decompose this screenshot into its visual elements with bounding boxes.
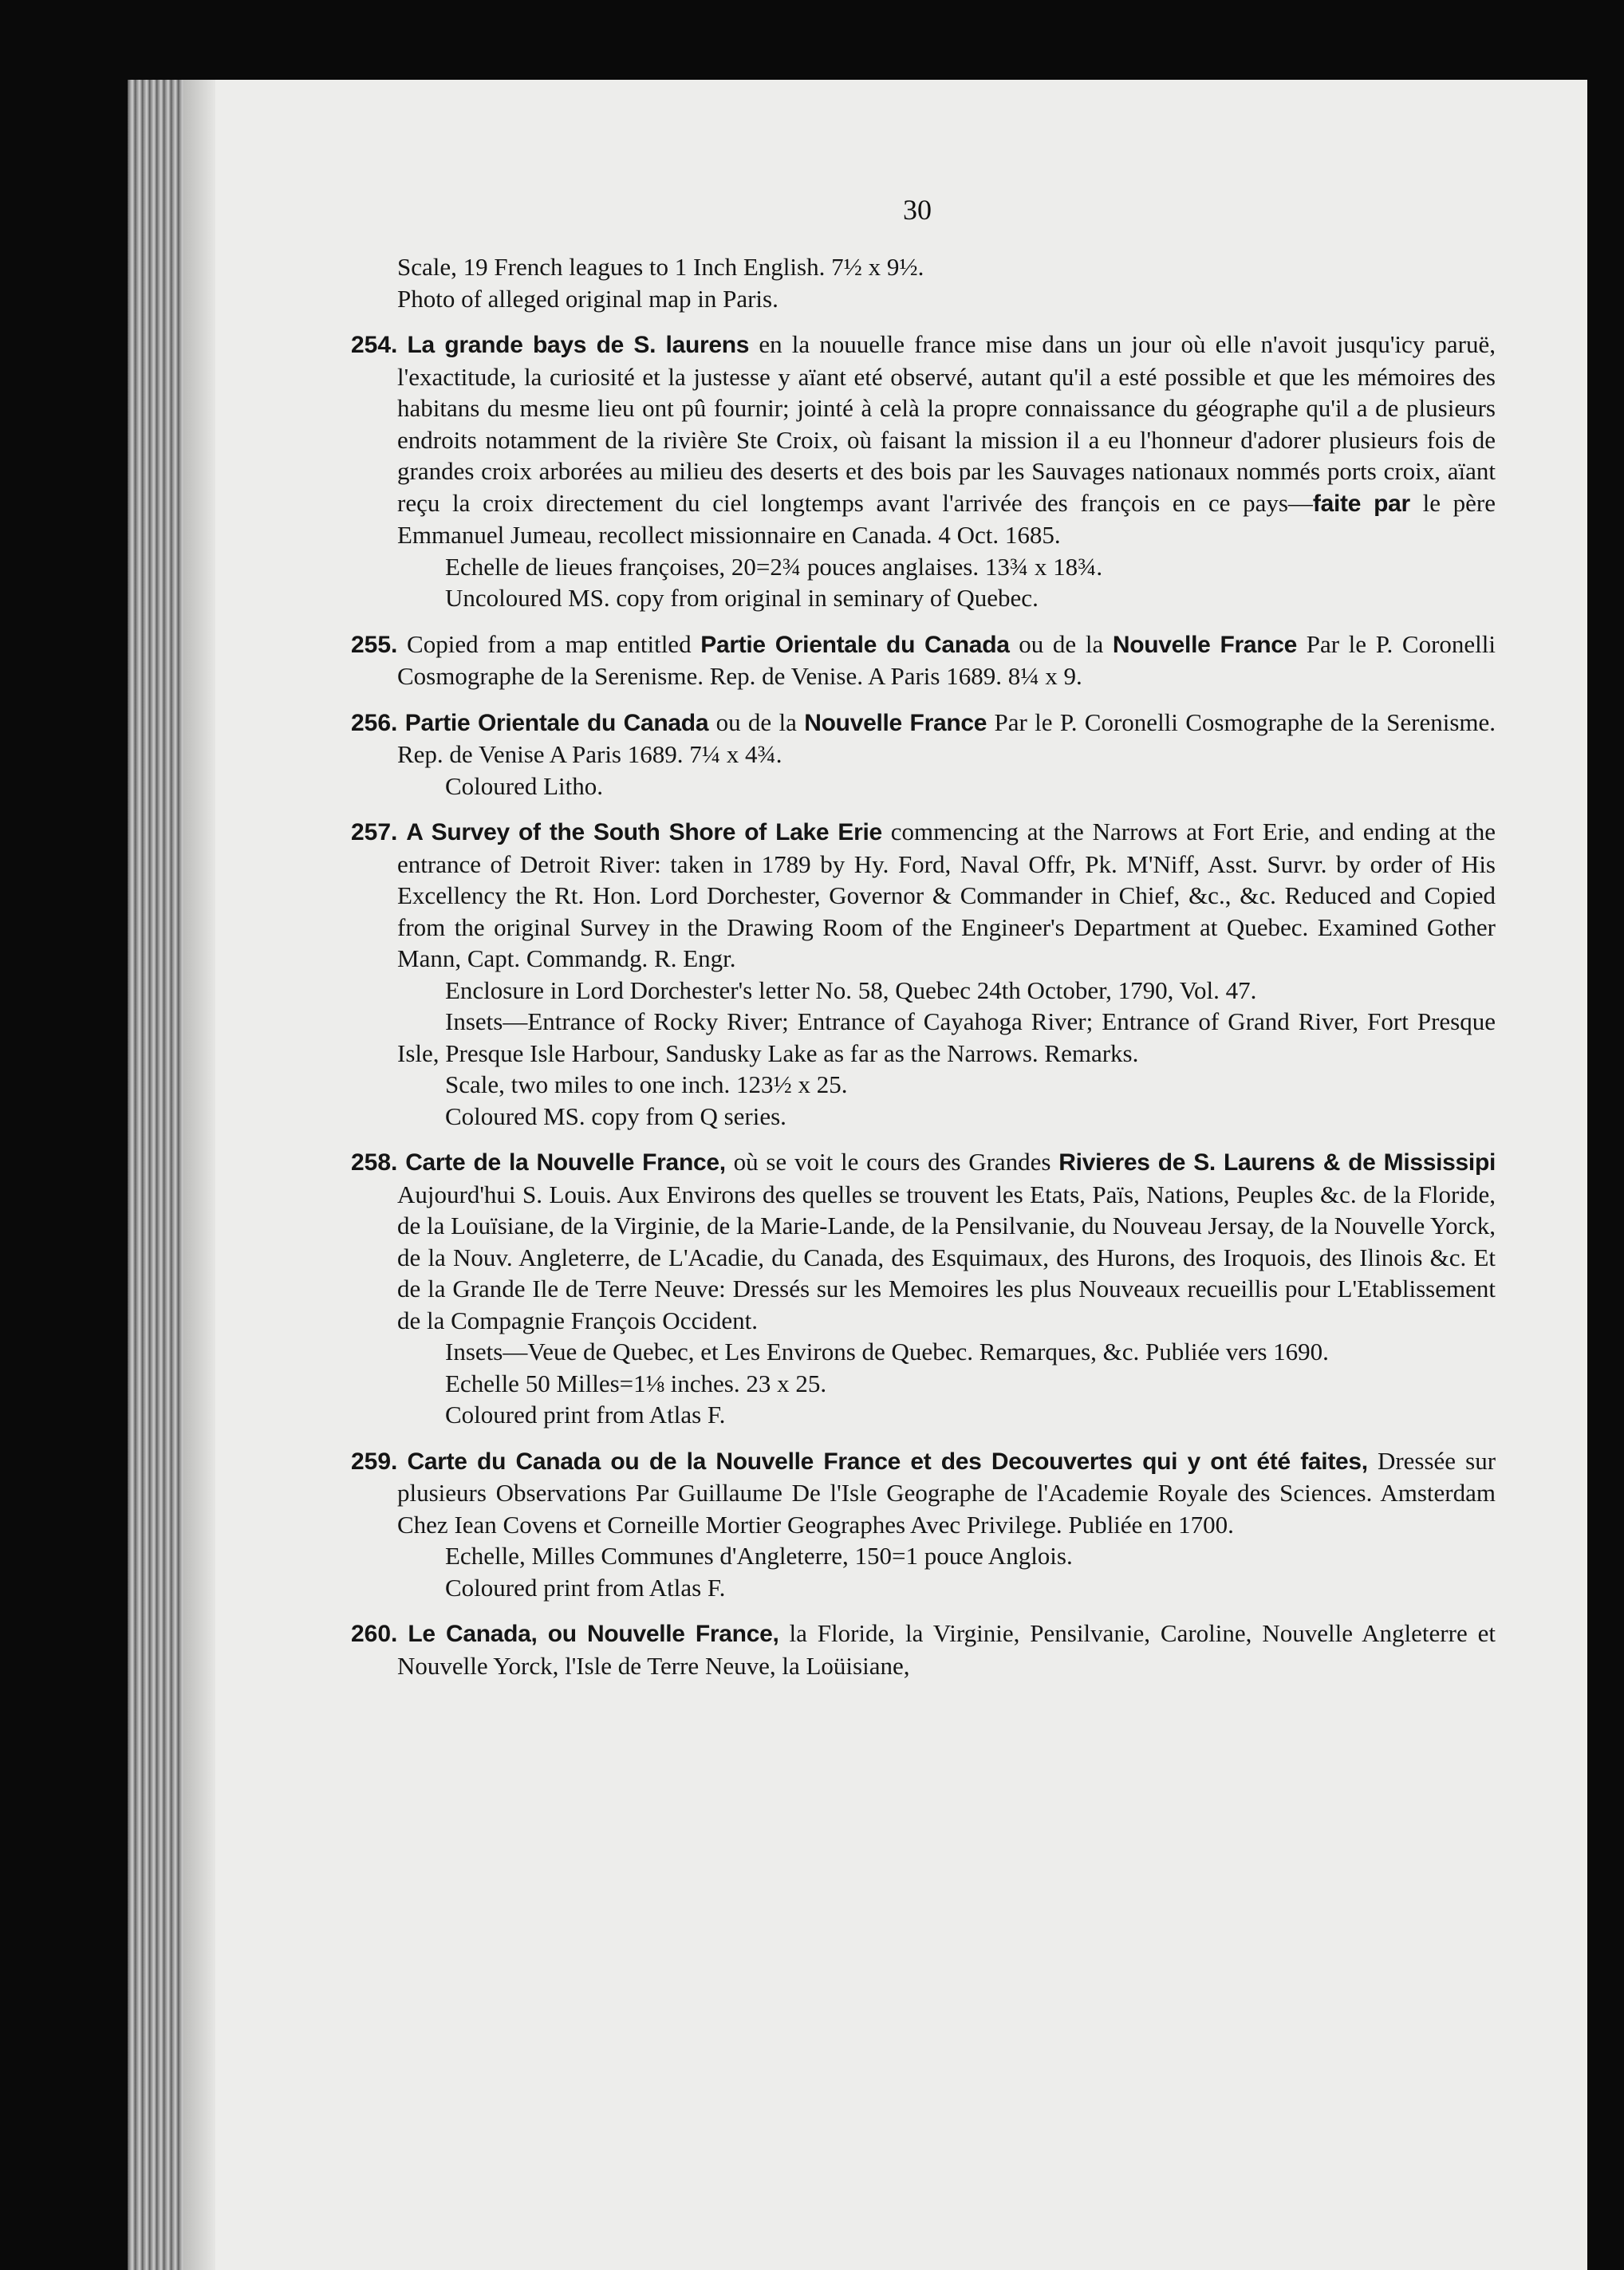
entry-number: 256. [351,709,398,736]
entry-number: 257. [351,819,398,845]
catalogue-text [351,251,1496,1696]
entry-format: Uncoloured MS. copy from original in seminary of Quebec. [445,584,1039,612]
entry-author-phrase: faite par [1312,490,1410,517]
entry-scale: Scale, two miles to one inch. 123½ x 25. [445,1070,848,1098]
catalogue-entry-257 [351,816,1496,1132]
catalogue-entry-255 [351,629,1496,692]
entry-insets: Insets—Veue de Quebec, et Les Environs de Quebec. Remarques, &c. Publiée vers 1690. [445,1338,1329,1366]
entry-title: Partie Orientale du Canada [404,709,709,736]
entry-scale: Echelle 50 Milles=1⅛ inches. 23 x 25. [445,1369,827,1397]
entry-description: Par le P. Coronelli Cosmographe de la Serenisme. Rep. de Venise. A Paris 1689. 8¼ x 9. [397,629,1496,690]
entry-connector: où se voit le cours des Grandes [733,1148,1051,1176]
entry-prefix: Copied from a map entitled [407,629,692,658]
entry-scale: Echelle de lieues françoises, 20=2¾ pouces anglaises. 13¾ x 18¾. [445,552,1103,581]
scale-line: Scale, 19 French leagues to 1 Inch English. 7½ x 9½. [397,253,924,281]
catalogue-entry-254 [351,329,1496,614]
entry-connector: ou de la [1019,629,1104,658]
entry-title: La grande bays de S. laurens [407,332,750,358]
catalogue-entry-256 [351,707,1496,802]
entry-number: 255. [351,631,398,658]
entry-description: commencing at the Narrows at Fort Erie, and ending at the entrance of Detroit River: taken in 1789 by Hy. Ford, Naval Offr, Pk. M'Niff, Asst. Survr. by order of His Excellency the Rt. Hon. Lord Dorchester, Governor & Commander in Chief, &c., &c. Reduced and Copied from the original Survey in the Drawing Room of the Engineer's Department at Quebec. Examined Gother Mann, Capt. Commandg. R. Engr. [397,818,1496,972]
entry-description: la Floride, la Virginie, Pensilvanie, Caroline, Nouvelle Angleterre et Nouvelle Yorck, l'Isle de Terre Neuve, la Loüisiane, [397,1619,1496,1680]
entry-description: en la nouuelle france mise dans un jour où elle n'avoit jusqu'icy paruë, l'exactitude, la curiosité et la justesse y aïant eté observé, autant qu'il a esté possible et que les mémoires des habitans du mesme lieu ont pû fournir; jointé à celà la propre connaissance du géographe qu'il a de plusieurs endroits notamment de la rivière Ste Croix, où faisant la mission il a eu l'honneur d'adorer plusieurs fois de grandes croix arborées au milieu des deserts et des bois par les Sauvages nationaux nommés ports croix, aïant reçu la croix directement du ciel longtemps avant l'arrivée des françois en ce pays— [397,330,1496,517]
entry-format: Coloured MS. copy from Q series. [445,1102,786,1130]
catalogue-entry-258 [351,1146,1496,1431]
entry-title: Carte de la Nouvelle France, [405,1149,726,1176]
entry-number: 258. [351,1149,398,1176]
entry-title: Le Canada, ou Nouvelle France, [408,1621,779,1647]
entry-format: Coloured print from Atlas F. [445,1401,726,1429]
entry-number: 260. [351,1621,398,1647]
page-number: 30 [903,194,932,226]
entry-title-part2: Nouvelle France [1112,631,1298,658]
book-binding-edge [128,80,183,2270]
catalogue-entry-260 [351,1618,1496,1681]
entry-format: Coloured Litho. [445,771,604,800]
entry-connector: ou de la [715,707,797,736]
entry-description: Par le P. Coronelli Cosmographe de la Serenisme. Rep. de Venise A Paris 1689. 7¼ x 4¾. [397,707,1496,768]
entry-description-end: le père Emmanuel Jumeau, recollect missionnaire en Canada. 4 Oct. 1685. [397,488,1496,549]
entry-title-part2: Nouvelle France [804,709,987,736]
photo-note: Photo of alleged original map in Paris. [397,284,778,313]
entry-number: 254. [351,332,398,358]
entry-insets: Insets—Entrance of Rocky River; Entrance of Cayahoga River; Entrance of Grand River, Fort Presque Isle, Presque Isle Harbour, Sandusky Lake as far as the Narrows. Remarks. [397,1007,1496,1067]
entry-description: Aujourd'hui S. Louis. Aux Environs des quelles se trouvent les Etats, Païs, Nations, Peuples &c. de la Floride, de la Louïsiane, de la Virginie, de la Marie-Lande, de la Pensilvanie, du Nouveau Jersay, de la Nouvelle Yorck, de la Nouv. Angleterre, de L'Acadie, du Canada, des Esquimaux, des Hurons, des Iroquois, des Ilinois &c. Et de la Grande Ile de Terre Neuve: Dressés sur les Memoires les plus Nouveaux recueillis pour L'Etablissement de la Compagnie François Occident. [397,1180,1496,1334]
page-curl-shadow [183,80,215,2270]
entry-enclosure: Enclosure in Lord Dorchester's letter No. 58, Quebec 24th October, 1790, Vol. 47. [445,975,1257,1004]
entry-description: Dressée sur plusieurs Observations Par Guillaume De l'Isle Geographe de l'Academie Royale des Sciences. Amsterdam Chez Iean Covens et Corneille Mortier Geographes Avec Privilege. Publiée en 1700. [397,1446,1496,1539]
entry-title-part2: Rivieres de S. Laurens & de Mississipi [1058,1149,1496,1176]
entry-format: Coloured print from Atlas F. [445,1573,726,1602]
entry-continuation [351,251,1496,314]
entry-title: Partie Orientale du Canada [700,631,1010,658]
entry-number: 259. [351,1448,398,1475]
entry-title: Carte du Canada ou de la Nouvelle France et des Decouvertes qui y ont été faites, [407,1448,1368,1475]
book-page [128,80,1587,2270]
entry-scale: Echelle, Milles Communes d'Angleterre, 150=1 pouce Anglois. [445,1542,1073,1570]
catalogue-entry-259 [351,1445,1496,1604]
entry-title: A Survey of the South Shore of Lake Erie [406,819,882,845]
